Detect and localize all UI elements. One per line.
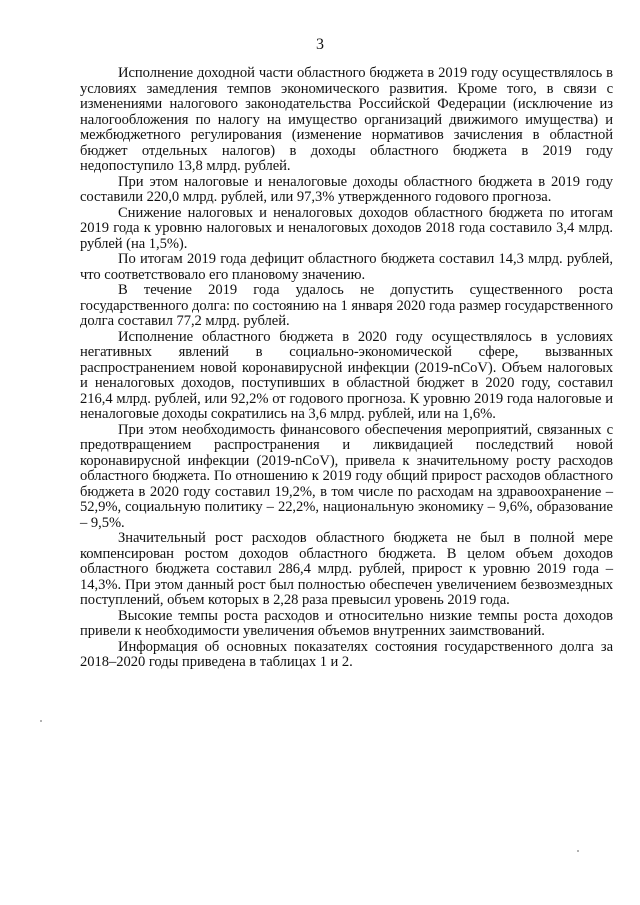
paragraph: При этом налоговые и неналоговые доходы областного бюджета в 2019 году составили 220,0 млрд. рублей, или 97,3% утвержденного годового прогноза. [80,173,613,205]
paragraph: По итогам 2019 года дефицит областного бюджета составил 14,3 млрд. рублей, что соответствовало его плановому значению. [80,251,613,283]
scan-speck [40,720,42,722]
paragraph: В течение 2019 года удалось не допустить существенного роста государственного долга: по состоянию на 1 января 2020 года размер государственного долга составил 77,2 млрд. рублей. [80,282,613,329]
paragraph: Исполнение областного бюджета в 2020 году осуществлялось в условиях негативных явлений в социально-экономической сфере, вызванных распространением новой коронавирусной инфекции (2019-nCoV). Объем налоговых и неналоговых доходов, поступивших в областной бюджет в 2020 году, составил 216,4 млрд. рублей, или 92,2% от годового прогноза. К уровню 2019 года налоговые и неналоговые доходы сократились на 3,6 млрд. рублей, или на 1,6%. [80,328,613,422]
paragraph: При этом необходимость финансового обеспечения мероприятий, связанных с предотвращением распространения и ликвидацией последствий новой коронавирусной инфекции (2019-nCoV), привела к значительному росту расходов областного бюджета. По отношению к 2019 году общий прирост расходов областного бюджета в 2020 году составил 19,2%, в том числе по расходам на здравоохранение – 52,9%, социальную политику – 22,2%, национальную экономику – 9,6%, образование – 9,5%. [80,421,613,531]
paragraph: Исполнение доходной части областного бюджета в 2019 году осуществлялось в условиях замедления темпов экономического развития. Кроме того, в связи с изменениями налогового законодательства Российской Федерации (исключение из налогообложения по налогу на имущество организаций движимого имущества) и межбюджетного регулирования (изменение нормативов зачисления в областной бюджет отдельных налогов) в доходы областного бюджета в 2019 году недопоступило 13,8 млрд. рублей. [80,65,613,174]
page-number: 3 [316,36,324,53]
paragraph: Информация об основных показателях состояния государственного долга за 2018–2020 годы приведена в таблицах 1 и 2. [80,638,613,670]
paragraph: Высокие темпы роста расходов и относительно низкие темпы роста доходов привели к необходимости увеличения объемов внутренних заимствований. [80,607,613,639]
scan-speck [577,850,579,852]
paragraph: Снижение налоговых и неналоговых доходов областного бюджета по итогам 2019 года к уровню налоговых и неналоговых доходов 2018 года составило 3,4 млрд. рублей (на 1,5%). [80,204,613,252]
body-text [80,66,613,671]
paragraph: Значительный рост расходов областного бюджета не был в полной мере компенсирован ростом доходов областного бюджета. В целом объем доходов областного бюджета составил 286,4 млрд. рублей, прирост к уровню 2019 года – 14,3%. При этом данный рост был полностью обеспечен увеличением безвозмездных поступлений, объем которых в 2,28 раза превысил уровень 2019 года. [80,530,613,608]
